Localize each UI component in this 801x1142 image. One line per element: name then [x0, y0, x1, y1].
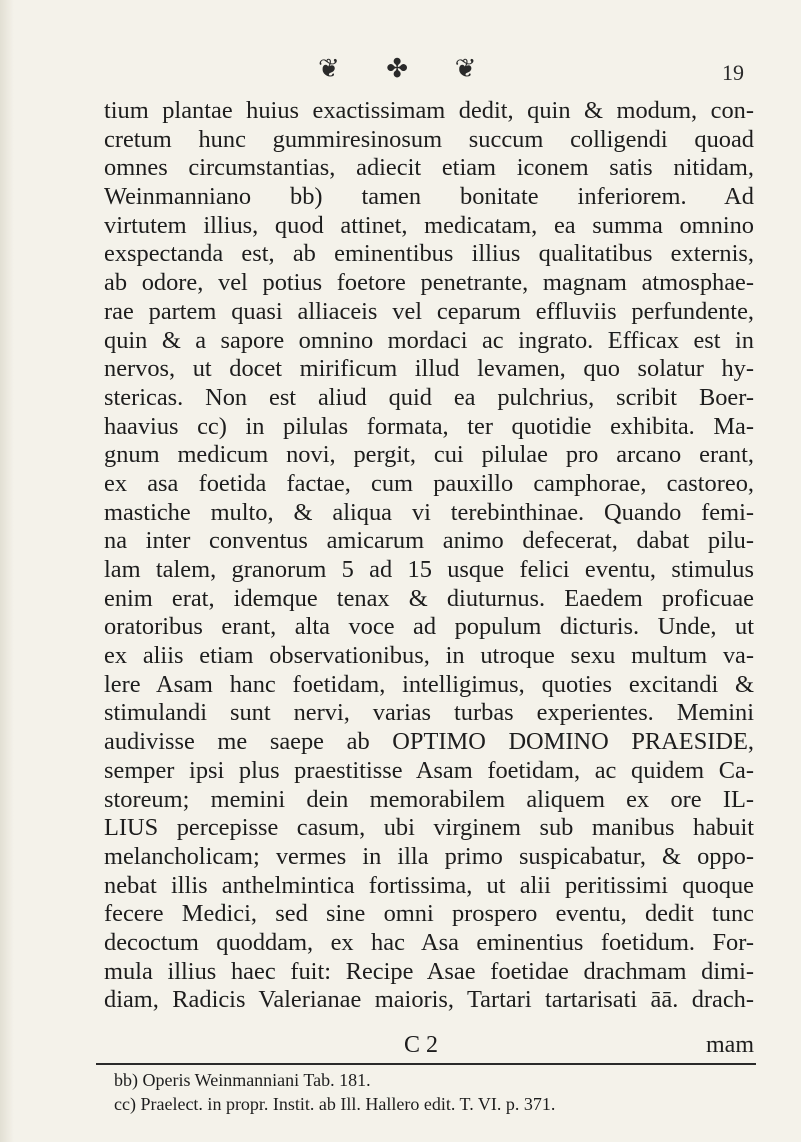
text-line: quin & a sapore omnino mordaci ac ingrato. Efficax est in: [104, 326, 754, 354]
text-line: gnum medicum novi, pergit, cui pilulae pro arcano erant,: [104, 441, 754, 469]
catchword: mam: [706, 1032, 754, 1058]
text-line: tium plantae huius exactissimam dedit, quin & modum, con-: [104, 97, 754, 124]
footnote-rule: [96, 1063, 756, 1065]
text-line: audivisse me saepe ab OPTIMO DOMINO PRAESIDE,: [104, 728, 754, 756]
text-line: semper ipsi plus praestitisse Asam foetidam, ac quidem Ca-: [104, 756, 754, 784]
page-number: 19: [722, 60, 744, 85]
text-line: Weinmanniano bb) tamen bonitate inferiorem. Ad: [104, 183, 754, 211]
text-line: lere Asam hanc foetidam, intelligimus, quoties excitandi &: [104, 670, 754, 698]
text-line: omnes circumstantias, adiecit etiam iconem satis nitidam,: [104, 154, 754, 182]
text-line: storeum; memini dein memorabilem aliquem ex ore IL-: [104, 785, 754, 813]
text-line: ex aliis etiam observationibus, in utroque sexu multum va-: [104, 642, 754, 670]
text-line: ab odore, vel potius foetore penetrante, magnam atmosphae-: [104, 269, 754, 297]
text-line: nervos, ut docet mirificum illud levamen, quo solatur hy-: [104, 355, 754, 383]
footnote: bb) Operis Weinmanniani Tab. 181.: [114, 1070, 371, 1090]
text-line: melancholicam; vermes in illa primo suspicabatur, & oppo-: [104, 842, 754, 870]
text-line: na inter conventus amicarum animo defecerat, dabat pilu-: [104, 527, 754, 555]
text-line: virtutem illius, quod attinet, medicatam, ea summa omnino: [104, 211, 754, 239]
footnote: cc) Praelect. in propr. Instit. ab Ill. Hallero edit. T. VI. p. 371.: [114, 1094, 556, 1114]
text-line: fecere Medici, sed sine omni prospero eventu, dedit tunc: [104, 900, 754, 928]
text-line: LIUS percepisse casum, ubi virginem sub manibus habuit: [104, 814, 754, 842]
text-line: lam talem, granorum 5 ad 15 usque felici eventu, stimulus: [104, 556, 754, 583]
text-line: diam, Radicis Valerianae maioris, Tartari tartarisati āā. drach-: [104, 986, 754, 1014]
signature-mark: C 2: [404, 1032, 439, 1058]
text-line: ex asa foetida factae, cum pauxillo camphorae, castoreo,: [104, 469, 754, 497]
page-edge: [0, 0, 14, 1142]
text-line: mula illius haec fuit: Recipe Asae foetidae drachmam dimi-: [104, 957, 754, 985]
text-line: haavius cc) in pilulas formata, ter quotidie exhibita. Ma-: [104, 412, 754, 440]
text-line: oratoribus erant, alta voce ad populum dicturis. Unde, ut: [104, 613, 754, 641]
body-text: [104, 97, 754, 1015]
text-line: decoctum quoddam, ex hac Asa eminentius foetidum. For-: [104, 928, 754, 956]
text-line: stimulandi sunt nervi, varias turbas experientes. Memini: [104, 699, 754, 727]
text-line: stericas. Non est aliud quid ea pulchrius, scribit Boer-: [104, 383, 754, 411]
text-line: exspectanda est, ab eminentibus illius qualitatibus externis,: [104, 240, 754, 268]
text-line: mastiche multo, & aliqua vi terebinthinae. Quando femi-: [104, 498, 754, 526]
text-line: cretum hunc gummiresinosum succum colligendi quoad: [104, 125, 754, 153]
text-line: nebat illis anthelmintica fortissima, ut alii peritissimi quoque: [104, 871, 754, 899]
text-line: enim erat, idemque tenax & diuturnus. Eaedem proficuae: [104, 584, 754, 612]
footnotes: [114, 1068, 754, 1116]
header-ornaments: ❦ ✤ ❦: [318, 54, 497, 83]
text-line: rae partem quasi alliaceis vel ceparum effluviis perfundente,: [104, 297, 754, 325]
